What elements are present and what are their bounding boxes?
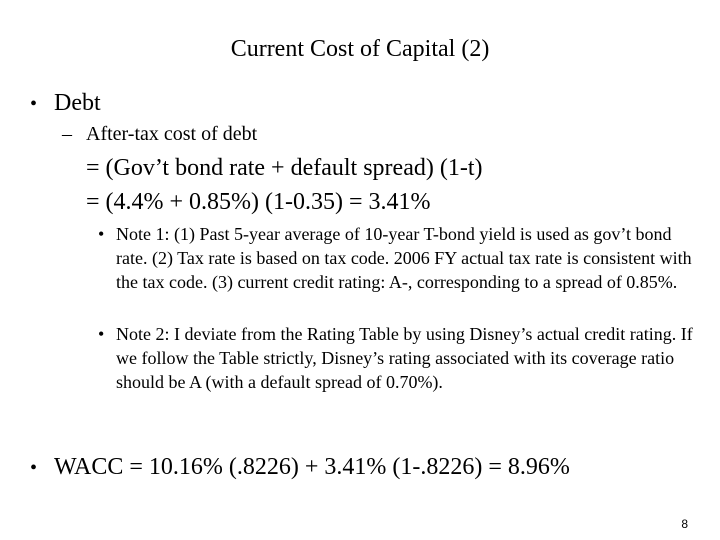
- bullet-icon: •: [30, 457, 38, 479]
- wacc-formula: WACC = 10.16% (.8226) + 3.41% (1-.8226) = 8.96%: [54, 454, 570, 480]
- bullet-icon: •: [98, 324, 105, 344]
- bullet-wacc: [30, 452, 570, 483]
- note-1-text: Note 1: (1) Past 5-year average of 10-year T-bond yield is used as gov’t bond rate. (2) Tax rate is based on tax code. 2006 FY actual tax rate is consistent with the tax code. (3) current credit rating: A-, corresponding to a spread of 0.85%.: [116, 224, 692, 292]
- formula-line-2: = (4.4% + 0.85%) (1-0.35) = 3.41%: [86, 189, 431, 215]
- debt-label: Debt: [54, 90, 101, 116]
- note-2: [98, 322, 698, 394]
- note-2-text: Note 2: I deviate from the Rating Table by using Disney’s actual credit rating. If we follow the Table strictly, Disney’s rating associated with its coverage ratio should be A (with a default spread of 0.70%).: [116, 324, 693, 392]
- sub-bullet-after-tax: [62, 121, 257, 147]
- after-tax-label: After-tax cost of debt: [86, 123, 258, 145]
- formula-line-1: = (Gov’t bond rate + default spread) (1-t): [86, 155, 483, 181]
- slide-title: Current Cost of Capital (2): [230, 36, 490, 62]
- page-number: 8: [681, 517, 688, 531]
- note-1: [98, 222, 698, 294]
- bullet-icon: •: [30, 93, 38, 115]
- dash-icon: –: [62, 123, 72, 145]
- bullet-icon: •: [98, 224, 105, 244]
- bullet-debt: [30, 88, 101, 119]
